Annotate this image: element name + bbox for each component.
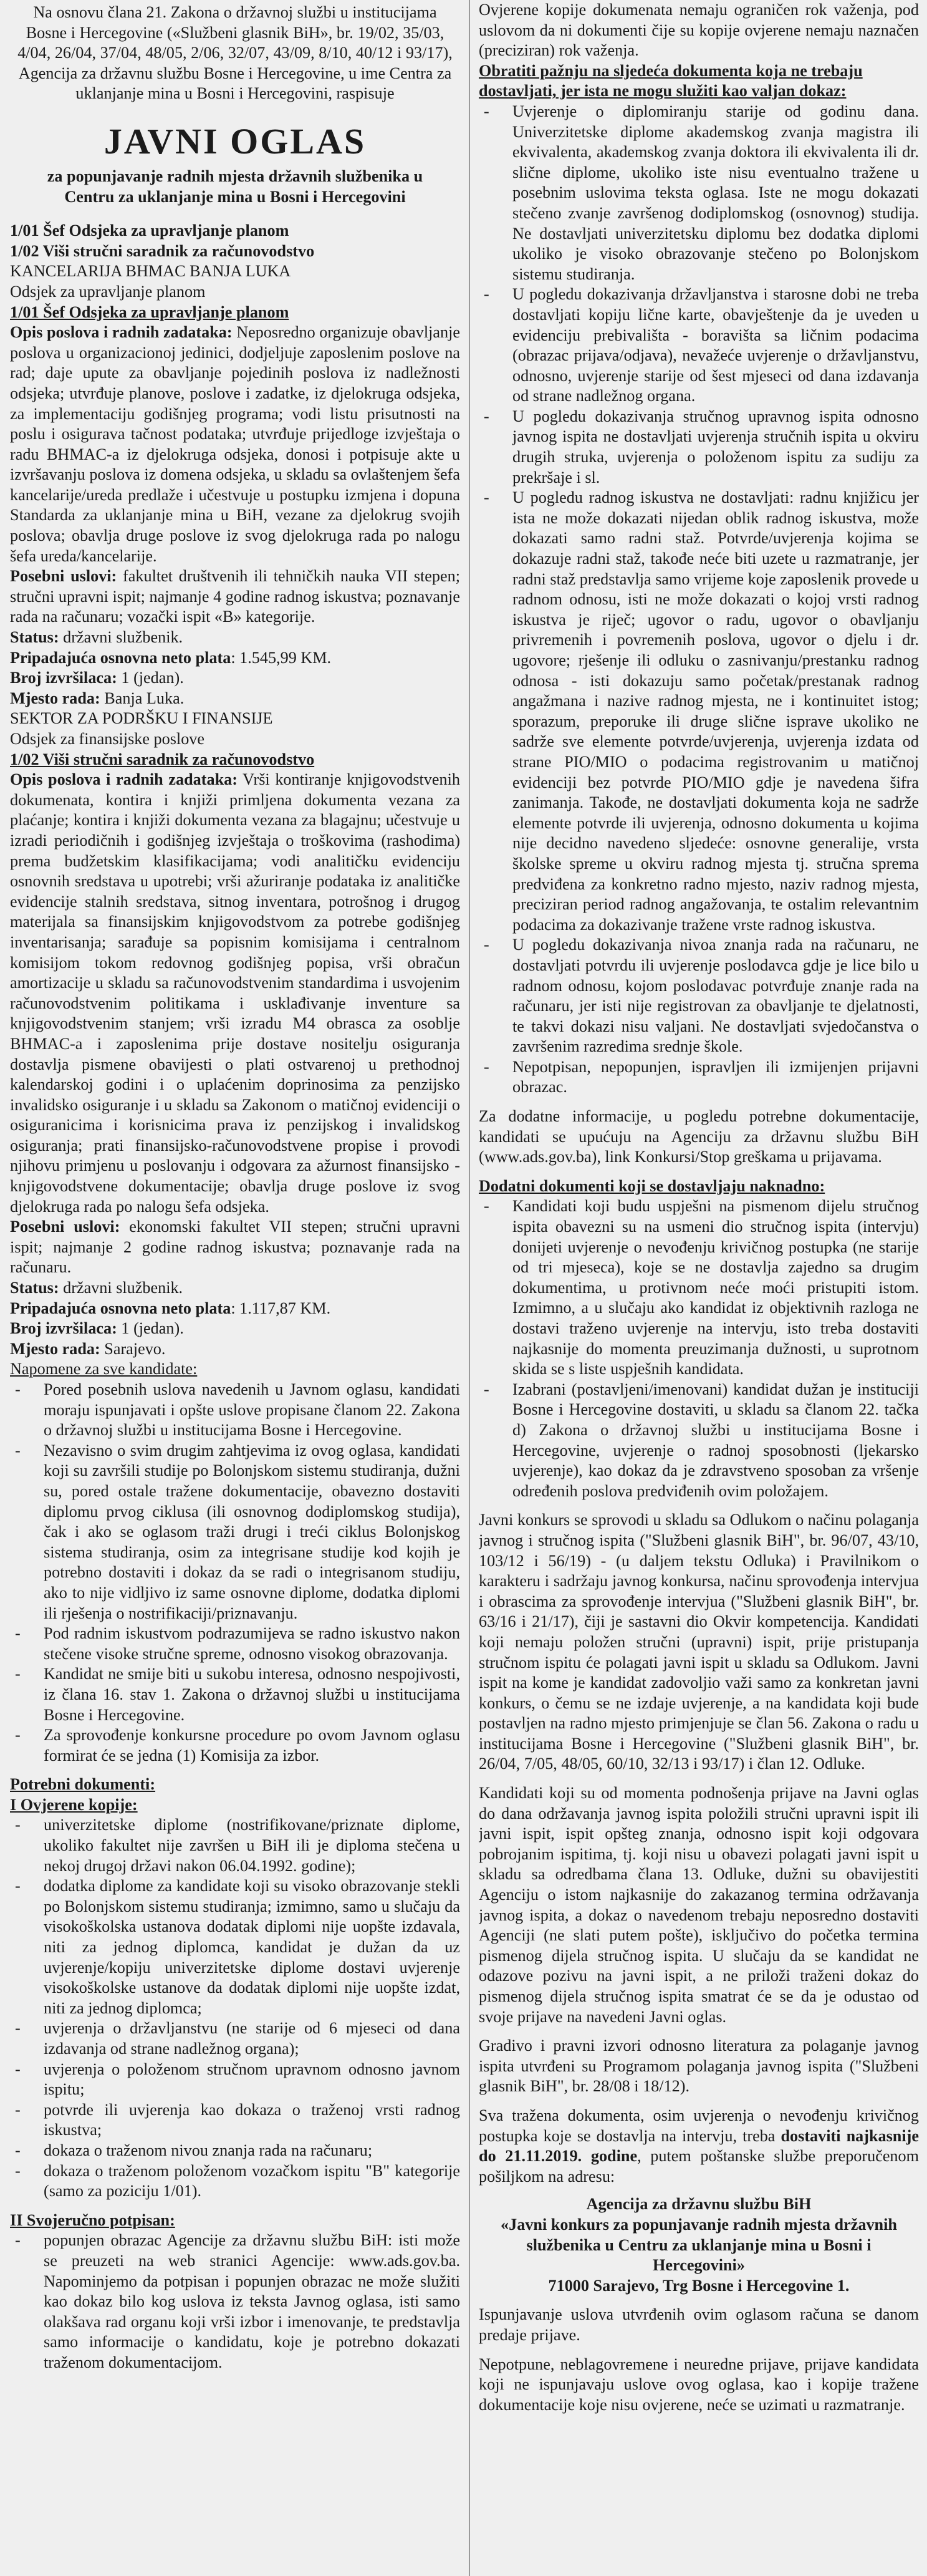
intro-paragraph: Na osnovu člana 21. Zakona o državnoj službi u institucijama Bosne i Hercegovine («Službeni glasnik BiH», br. 19/02, 35/03, 4/04, 26/04, 37/04, 48/05, 2/06, 32/07, 43/09, 8/10, 40/12 i 93/17), Agencija za državnu službu Bosne i Hercegovine, u ime Centra za uklanjanje mina u Bosni i Hercegovini, raspisuje xyxy=(17,3,453,103)
list-item: - Pored posebnih uslova navedenih u Javnom oglasu, kandidati moraju ispunjavati i opšte uslove propisane članom 22. Zakona o državnoj službi u institucijama Bosne i Hercegovine. xyxy=(10,1380,460,1441)
exam-paragraph: Javni konkurs se sprovodi u skladu sa Odlukom o načinu polaganja javnog i stručnog ispita ("Službeni glasnik BiH", br. 96/07, 43/10, 103/12 i 56/19) - (u daljem tekstu Odluka) i Pravilnikom o karakteru i sadržaju javnog konkursa, načinu sprovođenja intervjua i obrascima za sprovođenje intervjua ("Službeni glasnik BiH", br. 63/16 i 21/17), čiji je sastavni dio Okvir kompetencija. Kandidati koji nemaju položen stručni (upravni) ispit, prije pristupanja stručnom ispitu će polagati javni ispit u skladu sa Odlukom. Javni ispit na kome je kandidat zadovoljio važi samo za konkretan javni konkurs, o čemu se ne izdaje uvjerenje, a na kandidata koji bude postavljen na radno mjesto primjenjuje se član 56. Zakona o radu u institucijama Bosne i Hercegovine ("Službeni glasnik BiH", br. 26/04, 7/05, 48/05, 60/10, 32/13 i 93/17) i član 12. Odluke. xyxy=(479,1511,919,1773)
department-heading: Odsjek za upravljanje planom xyxy=(10,282,206,301)
position-conditions: Posebni uslovi: fakultet društvenih ili tehničkih nauka VII stepen; stručni upravni ispit; najmanje 4 godine radnog iskustva; poznavanje rada na računaru; vozački ispit «B» kategorije. xyxy=(10,567,460,626)
list-item: - U pogledu dokazivanja državljanstva i starosne dobi ne treba dostavljati kopiju lične karte, obavještenje da je uveden u evidenciju prebivališta - boravišta sa ličnim podacima (obrazac prijava/odjava), nevažeće uvjerenje o državljanstvu, odnosno, uvjerenje starije od šest mjeseci od dana izdavanja od strane nadležnog organa. xyxy=(479,284,919,407)
list-item: - popunjen obrazac Agencije za državnu službu BiH: isti može se preuzeti na web stranici Agencije: www.ads.gov.ba. Napominjemo da potpisan i popunjen obrazac ne može služiti kao dokaz bilo kog uslova iz teksta Javnog oglasa, isti samo olakšava rad organu koji vrši izbor i imenovanje, te predstavlja samo informacije o kandidatu, koje je potrebno dokazati traženom dokumentacijom. xyxy=(10,2230,460,2373)
agency-subject: «Javni konkurs za popunjavanje radnih mjesta državnih službenika u Centru za uklanjanje mina u Bosni i Hercegovini» xyxy=(501,2215,897,2275)
ad-subtitle: za popunjavanje radnih mjesta državnih službenika u Centru za uklanjanje mina u Bosni i Hercegovini xyxy=(47,167,423,206)
list-item: - U pogledu dokazivanja nivoa znanja rada na računaru, ne dostavljati potvrdu ili uvjerenje poslodavca gdje je lice bilo u radnom odnosu, kojom poslodavac potvrđuje znanje rada na računaru, jer isti nije registrovan za obavljanje te djelatnosti, te takvi dokazi nisu valjani. Ne dostavljati svjedočanstva o završenim razredima srednje škole. xyxy=(479,935,919,1057)
list-item: - Nepotpisan, nepopunjen, ispravljen ili izmijenjen prijavni obrazac. xyxy=(479,1057,919,1098)
position-count: Broj izvršilaca: 1 (jedan). xyxy=(10,669,184,687)
list-item: - Nezavisno o svim drugim zahtjevima iz ovog oglasa, kandidati koji su završili studije po Bolonjskom sistemu studiranja, dužni su, pored ostale tražene dokumentacije, obavezno dostaviti diplomu prvog ciklusa (ili osnovnog dodiplomskog studija), čak i ako se oglasom traži drugi i treći ciklus Bolonjskog sistema studiranja, osim za integrisane studije kod kojih je potrebno dostaviti i dokaz da se radi o integrisanom studiju, ako to nije vidljivo iz same osnovne diplome, dodatka diplomi ili rješenja o nostrifikaciji/priznavanju. xyxy=(10,1441,460,1624)
list-item: - Za sprovođenje konkursne procedure po ovom Javnom oglasu formirat će se jedna (1) Komisija za izbor. xyxy=(10,1725,460,1766)
notes-heading: Napomene za sve kandidate: xyxy=(10,1360,198,1378)
signed-list xyxy=(10,2230,460,2373)
position-status: Status: državni službenik. xyxy=(10,1279,183,1297)
position-duties: Opis poslova i radnih zadataka: Neposredno organizuje obavljanje poslova u organizacionoj jedinici, dodjeljuje zaposlenim poslove na rad; daje upute za obavljanje pojedinih poslova iz nadležnosti odsjeka; utvrđuje planove, poslove i zadatke, iz djelokruga odsjeka, za implementaciju godišnjeg programa; vodi listu prisutnosti na poslu i osigurava tačnost podataka; utvrđuje prijedloge izvještaja o radu BHMAC-a iz djelokruga odsjeka, donosi i potpisuje akte u izvršavanju poslova iz domena odsjeka, u skladu sa ovlaštenjem šefa kancelarije/ureda predlaže i učestvuje u postupku izmjena i dopuna Standarda za uklanjanje mina u BiH, vezane za djelokrug svojih poslova; obavlja druge poslove iz svog djelokruga rada po nalogu šefa ureda/kancelarije. xyxy=(10,323,460,565)
copies-heading: I Ovjerene kopije: xyxy=(10,1795,138,1814)
list-item: - dokaza o traženom nivou znanja rada na računaru; xyxy=(10,2141,460,2161)
position-location: Mjesto rada: Sarajevo. xyxy=(10,1339,166,1358)
list-item: - univerzitetske diplome (nostrifikovane/priznate diplome, ukoliko fakultet nije završen u BiH ili je diploma stečena u nekoj drugoj državi nakon 06.04.1992. godine); xyxy=(10,1815,460,1876)
sector-heading: KANCELARIJA BHMAC BANJA LUKA xyxy=(10,262,291,281)
list-item: - Kandidati koji budu uspješni na pismenom dijelu stručnog ispita obavezni su na usmeni dio stručnog ispita (intervju) donijeti uvjerenje o nevođenju krivičnog postupka (ne starije od tri mjeseca), koje se ne dostavlja zajedno sa drugim dokumentima, u protivnom neće moći pristupiti istom. Izmimno, a u slučaju ako kandidat iz objektivnih razloga ne dostavi traženo uvjerenje na intervju, isto treba dostaviti najkasnije do momenta preuzimanja dužnosti, u suprotnom skida se s liste uspješnih kandidata. xyxy=(479,1196,919,1379)
ad-title: JAVNI OGLAS xyxy=(103,120,367,162)
list-item: - uvjerenja o položenom stručnom upravnom odnosno javnom ispitu; xyxy=(10,2060,460,2100)
additional-list xyxy=(479,1196,919,1501)
list-item: - uvjerenja o državljanstvu (ne starije od 6 mjeseci od dana izdavanja od strane nadležnog organa); xyxy=(10,2018,460,2059)
position-conditions: Posebni uslovi: ekonomski fakultet VII stepen; stručni upravni ispit; najmanje 2 godine radnog iskustva; poznavanje rada na računaru. xyxy=(10,1218,460,1277)
list-item: - Kandidat ne smije biti u sukobu interesa, odnosno nespojivosti, iz člana 16. stav 1. Zakona o državnoj službi u institucijama Bosne i Hercegovine. xyxy=(10,1664,460,1725)
eligibility-paragraph: Ispunjavanje uslova utvrđenih ovim oglasom računa se danom predaje prijave. xyxy=(479,2305,919,2344)
attention-heading: Obratiti pažnju na sljedeća dokumenta koja ne trebaju dostavljati, jer ista ne mogu služiti kao valjan dokaz: xyxy=(479,61,863,100)
list-item: - dodatka diplome za kandidate koji su visoko obrazovanje stekli po Bolonjskom sistemu studiranja; izmimno, samo u slučaju da visokoškolska ustanova dodatak diplomi nije uopšte izdavala, niti za jednog diplomca, kandidat je dužan da uz uvjerenje/kopiju univerzitetske diplome dostavi uvjerenje visokoškolske ustanove da dodatak diplomi nije uopšte izdat, niti za jednog diplomca; xyxy=(10,1876,460,2018)
position-list-item: 1/02 Viši stručni saradnik za računovodstvo xyxy=(10,241,315,260)
deadline-paragraph: Sva tražena dokumenta, osim uvjerenja o nevođenju krivičnog postupka koje se dostavlja na intervju, treba dostaviti najkasnije do 21.11.2019. godine, putem poštanske službe preporučenom pošiljkom na adresu: xyxy=(479,2106,919,2186)
copies-list xyxy=(10,1815,460,2201)
position-heading: 1/01 Šef Odsjeka za upravljanje planom xyxy=(10,303,289,321)
signed-heading: II Svojeručno potpisan: xyxy=(10,2210,175,2229)
left-column xyxy=(10,0,460,2576)
attention-list xyxy=(479,102,919,1098)
position-status: Status: državni službenik. xyxy=(10,628,183,647)
exam-notice-paragraph: Kandidati koji su od momenta podnošenja prijave na Javni oglas do dana održavanja javnog ispita položili stručni upravni ispit ili javni ispit, ispit opšteg znanja, odnosno ispit koji odgovara pobrojanim ispitima, tj. koji nisu u obavezi polagati javni ispit u skladu sa odredbama člana 13. Odluke, dužni su obavijestiti Agenciju o istom najkasnije do zakazanog termina održavanja javnog ispita, a dokaz o navedenom trebaju neposredno dostaviti Agenciji (ne slati putem pošte), isključivo do početka termina pismenog dijela stručnog ispita. U slučaju da se kandidat ne odazove pozivu na javni ispit, a ne priloži traženi dokaz do pismenog dijela stručnog ispita smatrat će se da je odustao od svoje prijave na navedeni Javni oglas. xyxy=(479,1784,919,2026)
agency-street: 71000 Sarajevo, Trg Bosne i Hercegovine 1. xyxy=(548,2276,850,2295)
position-count: Broj izvršilaca: 1 (jedan). xyxy=(10,1319,184,1338)
list-item: - Pod radnim iskustvom podrazumijeva se radno iskustvo nakon stečene visoke stručne spreme, odnosno visokog obrazovanja. xyxy=(10,1624,460,1664)
sector-heading: SEKTOR ZA PODRŠKU I FINANSIJE xyxy=(10,709,273,728)
right-column xyxy=(479,0,919,2576)
additional-heading: Dodatni dokumenti koji se dostavljaju naknadno: xyxy=(479,1176,825,1195)
literature-paragraph: Gradivo i pravni izvori odnosno literatura za polaganje javnog ispita utvrđeni su Programom polaganja javnog ispita ("Službeni glasnik BiH", br. 28/08 i 18/12). xyxy=(479,2036,919,2096)
department-heading: Odsjek za finansijske poslove xyxy=(10,730,204,748)
list-item: - dokaza o traženom položenom vozačkom ispitu "B" kategorije (samo za poziciju 1/01). xyxy=(10,2161,460,2202)
position-heading: 1/02 Viši stručni saradnik za računovodstvo xyxy=(10,750,315,768)
list-item: - Uvjerenje o diplomiranju starije od godinu dana. Univerzitetske diplome akademskog zvanja magistra ili ekvivalenta, akademskog zvanja doktora ili ekvivalenta ili dr. slične diplome, ukoliko iste nisu eventualno tražene u posebnim uslovima teksta oglasa. Iste ne mogu dokazati stečeno zvanje završenog dodiplomskog (osnovnog) studija. Ne dostavljati univerzitetsku diplomu bez dodatka diplomi ukoliko je visoko obrazovanje stečeno po Bolonjskom sistemu studiranja. xyxy=(479,102,919,284)
list-item: - Izabrani (postavljeni/imenovani) kandidat dužan je instituciji Bosne i Hercegovine dostaviti, u skladu sa članom 22. tačka d) Zakona o državnoj službi u institucijama Bosne i Hercegovine, uvjerenje o radnoj sposobnosti (ljekarsko uvjerenje), kao dokaz da je zdravstveno sposoban za vršenje određenih poslova predviđenih ovim položajem. xyxy=(479,1380,919,1502)
position-salary: Pripadajuća osnovna neto plata: 1.117,87 KM. xyxy=(10,1299,331,1317)
notes-list xyxy=(10,1380,460,1766)
validity-paragraph: Ovjerene kopije dokumenata nemaju ograničen rok važenja, pod uslovom da ni dokumenti čije su kopije ovjerene nemaju naznačen (preciziran) rok važenja. xyxy=(479,1,919,60)
position-location: Mjesto rada: Banja Luka. xyxy=(10,689,185,707)
list-item: - U pogledu dokazivanja stručnog upravnog ispita odnosno javnog ispita ne dostavljati uvjerenja stručnih ispita u okviru drugih struka, uvjerenja o položenom ispitu za sudiju za prekršaje i sl. xyxy=(479,407,919,488)
position-salary: Pripadajuća osnovna neto plata: 1.545,99 KM. xyxy=(10,648,332,667)
agency-address xyxy=(479,2194,919,2296)
position-list-item: 1/01 Šef Odsjeka za upravljanje planom xyxy=(10,221,289,240)
documents-heading: Potrebni dokumenti: xyxy=(10,1775,156,1794)
list-item: - U pogledu radnog iskustva ne dostavljati: radnu knjižicu jer ista ne može dokazati nijedan oblik radnog iskustva, može dokazati samo radni staž. Potvrde/uvjerenja kojima se dokazuje radni staž, takođe neće biti uzete u razmatranje, jer radni staž predstavlja samo vrijeme koje zaposlenik provede u radnom odnosu, isti ne može dokazati o kojoj vrsti radnog iskustva je riječ; ugovor o radu, ugovor o obavljanju privremenih i povremenih poslova, ugovor o djelu i dr. ugovore; rješenje ili odluku o zasnivanju/prestanku radnog odnosa - isti dokazuju samo početak/prestanak radnog angažmana i nazive radnog mjesta, ne i kontinuitet istog; sporazum, preporuke ili druge slične isprave ukoliko ne sadrže sve elemente potvrde/uvjerenja, uvjerenja izdata od strane PIO/MIO o podacima registrovanim u matičnoj evidenciji bez potvrde PIO/MIO gdje je navedena šifra zanimanja. Takođe, ne dostavljati dokumenta koja ne sadrže elemente potvrde ili uvjerenja, odnosno dokumenta u kojima nije decidno navedeno sljedeće: osnovne generalije, vrsta školske spreme u okviru radnog mjesta tj. stručna sprema predviđena za konkretno radno mjesto, naziv radnog mjesta, preciziran period radnog angažovanja, te ostalim relevantnim podacima za dokazivanje tražene vrste radnog iskustva. xyxy=(479,488,919,935)
info-paragraph: Za dodatne informacije, u pogledu potrebne dokumentacije, kandidati se upućuju na Agenciju za državnu službu BiH (www.ads.gov.ba), link Konkursi/Stop greškama u prijavama. xyxy=(479,1107,919,1166)
rejection-paragraph: Nepotpune, neblagovremene i neuredne prijave, prijave kandidata koji ne ispunjavaju uslove ovog oglasa, kao i kopije tražene dokumentacije koje nisu ovjerene, neće se uzimati u razmatranje. xyxy=(479,2355,919,2414)
list-item: - potvrde ili uvjerenja kao dokaza o traženoj vrsti radnog iskustva; xyxy=(10,2100,460,2141)
column-divider xyxy=(469,0,470,2576)
agency-name: Agencija za državnu službu BiH xyxy=(586,2195,812,2214)
position-duties: Opis poslova i radnih zadataka: Vrši kontiranje knjigovodstvenih dokumenata, kontira i knjiži primljena dokumenta vezana za plaćanje; kontira i knjiži dokumenta vezana za blagajnu; učestvuje u izradi periodičnih i godišnjeg izvještaja o troškovima (rashodima) prema budžetskim klasifikacijama; vodi analitičku evidenciju osnovnih sredstava u upotrebi; vrši ažuriranje podataka iz analitičke evidencije stalnih sredstava, sitnog inventara, potrošnog i drugog materijala sa finansijskim knjigovodstvom za potrebe godišnjeg inventarisanja; sarađuje sa popisnim komisijama i centralnom komisijom tokom redovnog godišnjeg popisa, vrši obračun amortizacije u skladu sa računovodstvenim standardima i usvojenim računovodstvenim politikama i usklađivanje inventure sa knjigovodstvenim stanjem; vrši izradu M4 obrasca za osoblje BHMAC-a i zaposlenima prije dostave nositelju osiguranja dostavlja pismene obavijesti o plati ostvarenoj u prethodnoj kalendarskoj godini i o uplaćenim doprinosima za penzijsko invalidsko osiguranje i u skladu sa Zakonom o matičnoj evidenciji o osiguranicima i korisnicima prava iz penzijskog i invalidskog osiguranja; prati finansijsko-računovodstvene propise i provodi njihovu primjenu u poslovanju i odgovara za ažurnost finansijsko - knjigovodstvene dokumentacije; obavlja druge poslove iz svog djelokruga rada po nalogu šefa odsjeka. xyxy=(10,770,460,1216)
